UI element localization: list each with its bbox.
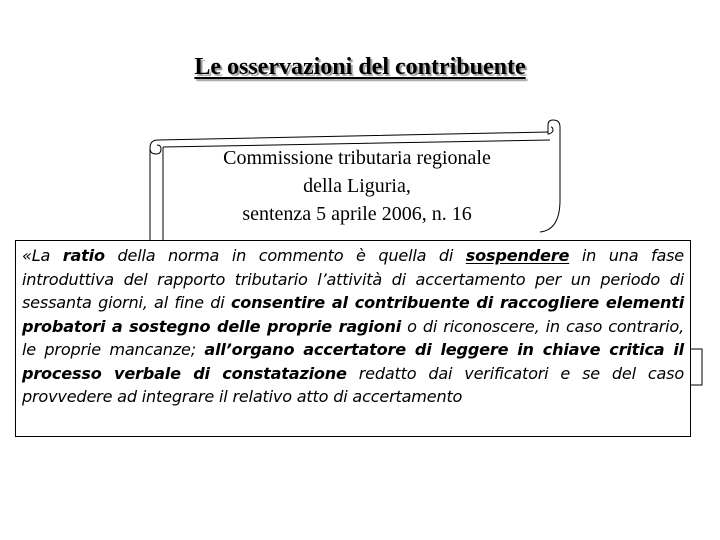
- quote-box: [15, 240, 691, 437]
- quote-seg-0: «La: [22, 246, 63, 265]
- quote-seg-7: all’organo accertatore di leggere in chiave critica il processo verbale di constatazione: [22, 340, 684, 383]
- quote-seg-2: della norma in commento è quella di: [104, 246, 466, 265]
- scroll-line-2: della Liguria,: [303, 175, 411, 197]
- quote-seg-5: consentire al contribuente di raccogliere elementi probatori a sostegno delle proprie ragioni: [22, 293, 685, 336]
- quote-seg-8: redatto dai verificatori e se del caso provvedere ad integrare il relativo atto di accertamento: [22, 363, 684, 406]
- slide-title: Le osservazioni del contribuente: [194, 54, 526, 80]
- scroll-line-3: sentenza 5 aprile 2006, n. 16: [242, 203, 472, 225]
- scroll-caption: [168, 144, 546, 228]
- quote-seg-3: sospendere: [465, 246, 570, 265]
- quote-seg-1: ratio: [62, 246, 105, 265]
- quote-seg-4: in una fase introduttiva del rapporto tributario l’attività di accertamento per un periodo di sessanta giorni, al fine di: [22, 246, 684, 312]
- quote-seg-6: o di riconoscere, in caso contrario, le proprie mancanze;: [22, 316, 684, 359]
- scroll-line-1: Commissione tributaria regionale: [223, 147, 491, 169]
